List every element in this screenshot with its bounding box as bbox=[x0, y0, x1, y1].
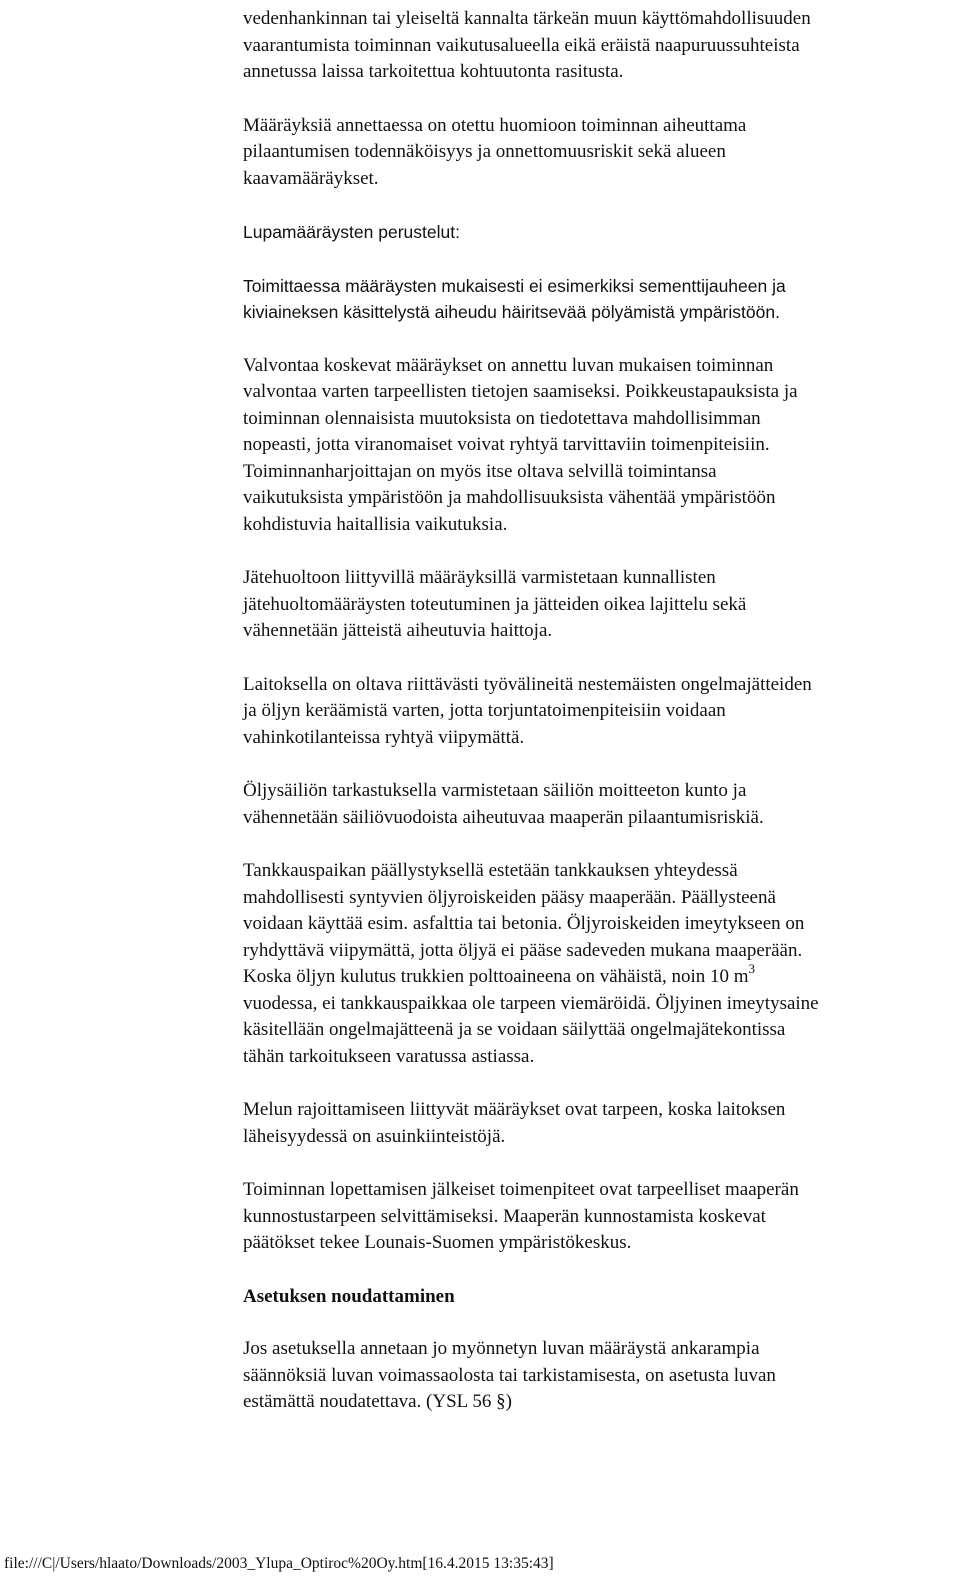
text-line: Laitoksella on oltava riittävästi työvälineitä nestemäisten ongelmajätteiden bbox=[243, 673, 812, 695]
text-line: pilaantumisen todennäköisyys ja onnettomuusriskit sekä alueen bbox=[243, 141, 726, 162]
text-line: säännöksiä luvan voimassaolosta tai tarkistamisesta, on asetusta luvan bbox=[243, 1364, 776, 1386]
text-line: vuodessa, ei tankkauspaikkaa ole tarpeen viemäröidä. Öljyinen imeytysaine bbox=[243, 992, 819, 1014]
paragraph-tyovalineet bbox=[243, 672, 958, 752]
text-line: Öljysäiliön tarkastuksella varmistetaan säiliön moitteeton kunto ja bbox=[243, 780, 747, 801]
text-line: Valvontaa koskevat määräykset on annettu luvan mukaisen toiminnan bbox=[243, 354, 774, 376]
paragraph-rasitus bbox=[243, 6, 958, 86]
paragraph-lopettaminen bbox=[243, 1177, 958, 1257]
paragraph-oljysailio bbox=[243, 778, 958, 831]
print-footer-file-url: file:///C|/Users/hlaato/Downloads/2003_Ylupa_Optiroc%20Oy.htm[16.4.2015 13:35:43] bbox=[4, 1555, 554, 1572]
text-line: mahdollisesti syntyvien öljyroiskeiden pääsy maaperään. Päällysteenä bbox=[243, 886, 776, 908]
text-line: kohdistuvia haitallisia vaikutuksia. bbox=[243, 513, 508, 535]
text-line: valvontaa varten tarpeellisten tietojen saamiseksi. Poikkeustapauksista ja bbox=[243, 381, 798, 402]
text-line: Toiminnan lopettamisen jälkeiset toimenpiteet ovat tarpeelliset maaperän bbox=[243, 1179, 799, 1200]
superscript-exponent: 3 bbox=[748, 961, 756, 976]
text-line: käsitellään ongelmajätteenä ja se voidaan säilyttää ongelmajätekontissa bbox=[243, 1019, 786, 1040]
text-line: vedenhankinnan tai yleiseltä kannalta tärkeän muun käyttömahdollisuuden bbox=[243, 8, 811, 29]
paragraph-asetus bbox=[243, 1336, 958, 1416]
text-line: estämättä noudatettava. (YSL 56 §) bbox=[243, 1391, 512, 1412]
text-line: kunnostustarpeen selvittämiseksi. Maaperän kunnostamista koskevat bbox=[243, 1205, 766, 1227]
paragraph-valvonta bbox=[243, 353, 958, 539]
text-line: päätökset tekee Lounais-Suomen ympäristökeskus. bbox=[243, 1232, 632, 1253]
text-line: jätehuoltomääräysten toteutuminen ja jätteiden oikea lajittelu sekä bbox=[243, 593, 747, 615]
paragraph-maaraykset bbox=[243, 113, 958, 193]
text-line: Jätehuoltoon liittyvillä määräyksillä varmistetaan kunnallisten bbox=[243, 567, 716, 588]
text-line: Jos asetuksella annetaan jo myönnetyn luvan määräystä ankarampia bbox=[243, 1338, 760, 1359]
text-line: toiminnan olennaisista muutoksista on tiedotettava mahdollisimman bbox=[243, 407, 761, 429]
text-line: läheisyydessä on asuinkiinteistöjä. bbox=[243, 1125, 506, 1147]
document-body bbox=[243, 6, 958, 1443]
paragraph-polyaminen bbox=[243, 273, 958, 326]
text-line: Melun rajoittamiseen liittyvät määräykset ovat tarpeen, koska laitoksen bbox=[243, 1099, 786, 1120]
paragraph-melu bbox=[243, 1097, 958, 1150]
paragraph-tankkauspaikka bbox=[243, 858, 958, 1070]
text-line: kiviaineksen käsittelystä aiheudu häiritsevää pölyämistä ympäristöön. bbox=[243, 302, 780, 322]
text-line: voidaan käyttää esim. asfalttia tai betonia. Öljyroiskeiden imeytykseen on bbox=[243, 913, 805, 934]
text-line: vahinkotilanteissa ryhtyä viipymättä. bbox=[243, 726, 525, 748]
text-line: vähennetään jätteistä aiheutuvia haittoja. bbox=[243, 620, 553, 641]
text-line: Tankkauspaikan päällystyksellä estetään tankkauksen yhteydessä bbox=[243, 860, 738, 881]
sup-line-text: Koska öljyn kulutus trukkien polttoaineena on vähäistä, noin 10 m bbox=[243, 966, 749, 987]
text-line: tähän tarkoitukseen varatussa astiassa. bbox=[243, 1045, 535, 1067]
text-line: kaavamääräykset. bbox=[243, 167, 379, 189]
text-line: annetussa laissa tarkoitettua kohtuutonta rasitusta. bbox=[243, 61, 624, 82]
section-heading-asetuksen-noudattaminen: Asetuksen noudattaminen bbox=[243, 1285, 455, 1307]
section-label-lupamaaraysten-perustelut bbox=[243, 219, 958, 246]
text-line: Toiminnanharjoittajan on myös itse oltava selvillä toimintansa bbox=[243, 460, 717, 482]
text-line-with-superscript bbox=[243, 961, 958, 991]
text-line: ja öljyn keräämistä varten, jotta torjuntatoimenpiteisiin voidaan bbox=[243, 700, 726, 721]
text-line: vaarantumista toiminnan vaikutusalueella eikä eräistä naapuruussuhteista bbox=[243, 34, 800, 56]
text-line: Lupamääräysten perustelut: bbox=[243, 222, 460, 242]
text-line: nopeasti, jotta viranomaiset voivat ryhtyä tarvittaviin toimenpiteisiin. bbox=[243, 434, 770, 455]
text-line: vähennetään säiliövuodoista aiheutuvaa maaperän pilaantumisriskiä. bbox=[243, 806, 764, 828]
text-line: Toimittaessa määräysten mukaisesti ei esimerkiksi sementtijauheen ja bbox=[243, 275, 786, 296]
paragraph-jatehuolto bbox=[243, 565, 958, 645]
text-line: Määräyksiä annettaessa on otettu huomioon toiminnan aiheuttama bbox=[243, 114, 747, 136]
text-line: vaikutuksista ympäristöön ja mahdollisuuksista vähentää ympäristöön bbox=[243, 487, 776, 508]
text-line: ryhdyttävä viipymättä, jotta öljyä ei pääse sadeveden mukana maaperään. bbox=[243, 939, 803, 961]
